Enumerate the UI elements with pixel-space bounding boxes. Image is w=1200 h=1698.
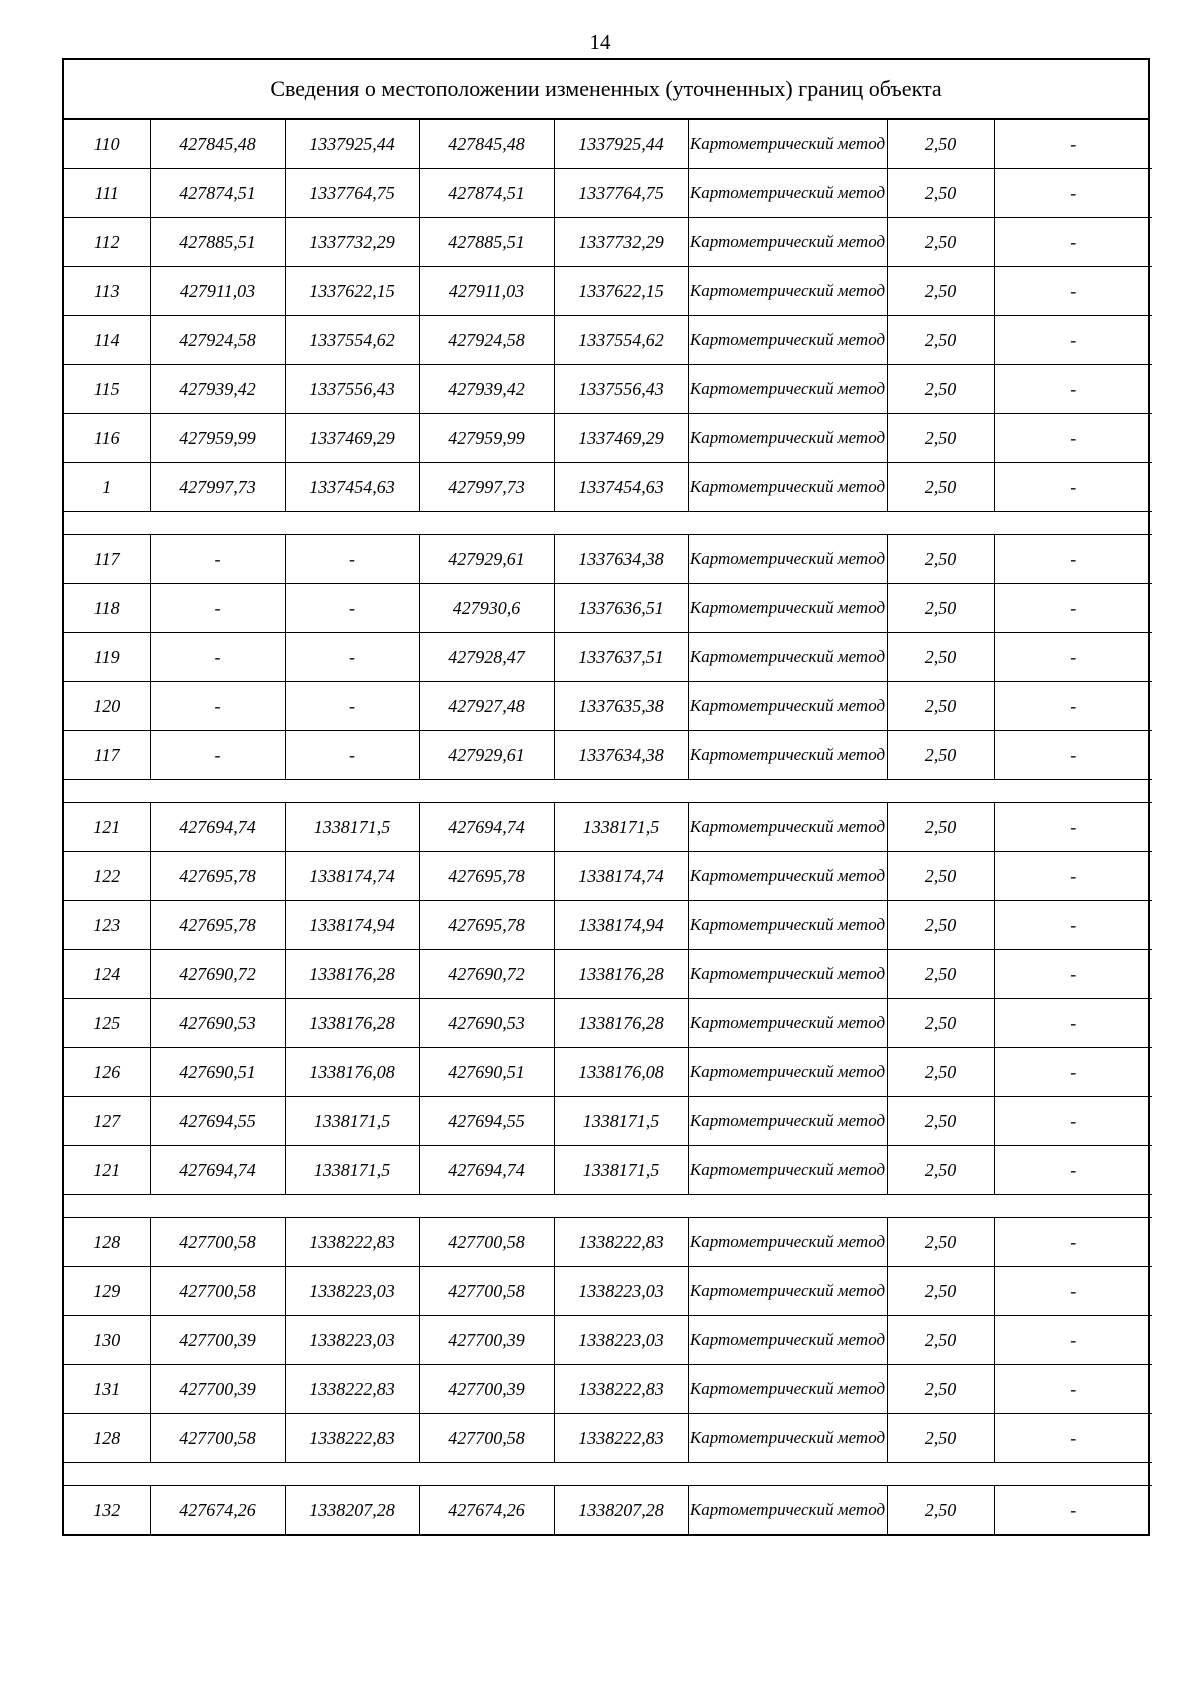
accuracy-cell: 2,50	[887, 633, 994, 682]
method-cell: Картометрический метод	[688, 218, 887, 267]
description-cell: -	[994, 950, 1152, 999]
refined-x-cell: 427674,26	[419, 1486, 554, 1535]
description-cell: -	[994, 267, 1152, 316]
existing-x-cell: 427694,74	[150, 1146, 285, 1195]
table-row	[64, 999, 1152, 1048]
accuracy-cell: 2,50	[887, 901, 994, 950]
refined-y-cell: 1337622,15	[554, 267, 688, 316]
table-row	[64, 803, 1152, 852]
refined-x-cell: 427929,61	[419, 731, 554, 780]
table-row	[64, 535, 1152, 584]
method-cell: Картометрический метод	[688, 1146, 887, 1195]
point-number-cell: 130	[64, 1316, 150, 1365]
refined-y-cell: 1337636,51	[554, 584, 688, 633]
existing-x-cell: 427695,78	[150, 852, 285, 901]
table-row	[64, 1486, 1152, 1535]
table-row	[64, 633, 1152, 682]
refined-y-cell: 1337732,29	[554, 218, 688, 267]
method-cell: Картометрический метод	[688, 535, 887, 584]
refined-y-cell: 1337637,51	[554, 633, 688, 682]
existing-x-cell: 427700,39	[150, 1316, 285, 1365]
table-title: Сведения о местоположении измененных (уточненных) границ объекта	[64, 60, 1148, 120]
accuracy-cell: 2,50	[887, 1048, 994, 1097]
refined-x-cell: 427959,99	[419, 414, 554, 463]
refined-x-cell: 427694,74	[419, 803, 554, 852]
description-cell: -	[994, 1218, 1152, 1267]
refined-y-cell: 1338174,94	[554, 901, 688, 950]
point-number-cell: 122	[64, 852, 150, 901]
description-cell: -	[994, 169, 1152, 218]
existing-x-cell: 427845,48	[150, 120, 285, 169]
refined-y-cell: 1337469,29	[554, 414, 688, 463]
refined-x-cell: 427695,78	[419, 901, 554, 950]
accuracy-cell: 2,50	[887, 1097, 994, 1146]
refined-x-cell: 427928,47	[419, 633, 554, 682]
existing-y-cell: -	[285, 584, 419, 633]
table-row	[64, 1097, 1152, 1146]
refined-y-cell: 1338222,83	[554, 1218, 688, 1267]
table-row	[64, 1146, 1152, 1195]
existing-x-cell: 427885,51	[150, 218, 285, 267]
accuracy-cell: 2,50	[887, 414, 994, 463]
existing-x-cell: 427694,74	[150, 803, 285, 852]
point-number-cell: 126	[64, 1048, 150, 1097]
existing-x-cell: 427690,53	[150, 999, 285, 1048]
method-cell: Картометрический метод	[688, 1218, 887, 1267]
point-number-cell: 121	[64, 1146, 150, 1195]
refined-y-cell: 1338223,03	[554, 1267, 688, 1316]
description-cell: -	[994, 365, 1152, 414]
accuracy-cell: 2,50	[887, 120, 994, 169]
point-number-cell: 117	[64, 535, 150, 584]
table-row	[64, 1316, 1152, 1365]
existing-y-cell: -	[285, 731, 419, 780]
point-number-cell: 132	[64, 1486, 150, 1535]
method-cell: Картометрический метод	[688, 120, 887, 169]
method-cell: Картометрический метод	[688, 584, 887, 633]
existing-x-cell: 427674,26	[150, 1486, 285, 1535]
accuracy-cell: 2,50	[887, 535, 994, 584]
accuracy-cell: 2,50	[887, 584, 994, 633]
accuracy-cell: 2,50	[887, 731, 994, 780]
point-number-cell: 112	[64, 218, 150, 267]
refined-y-cell: 1337764,75	[554, 169, 688, 218]
page-number: 14	[589, 30, 611, 54]
refined-x-cell: 427997,73	[419, 463, 554, 512]
table-row	[64, 901, 1152, 950]
description-cell: -	[994, 999, 1152, 1048]
refined-x-cell: 427927,48	[419, 682, 554, 731]
table-row	[64, 463, 1152, 512]
table-row	[64, 584, 1152, 633]
existing-y-cell: -	[285, 633, 419, 682]
existing-y-cell: 1338174,94	[285, 901, 419, 950]
description-cell: -	[994, 1267, 1152, 1316]
method-cell: Картометрический метод	[688, 999, 887, 1048]
description-cell: -	[994, 463, 1152, 512]
table-row	[64, 950, 1152, 999]
existing-y-cell: 1337469,29	[285, 414, 419, 463]
description-cell: -	[994, 1316, 1152, 1365]
description-cell: -	[994, 682, 1152, 731]
refined-y-cell: 1338171,5	[554, 1146, 688, 1195]
refined-y-cell: 1338222,83	[554, 1414, 688, 1463]
existing-x-cell: -	[150, 731, 285, 780]
contour-separator-row	[64, 780, 1152, 803]
contour-separator-row	[64, 1195, 1152, 1218]
existing-y-cell: -	[285, 535, 419, 584]
method-cell: Картометрический метод	[688, 169, 887, 218]
existing-y-cell: 1338222,83	[285, 1365, 419, 1414]
method-cell: Картометрический метод	[688, 1414, 887, 1463]
method-cell: Картометрический метод	[688, 365, 887, 414]
table-row	[64, 852, 1152, 901]
existing-y-cell: 1338222,83	[285, 1218, 419, 1267]
method-cell: Картометрический метод	[688, 1486, 887, 1535]
table-row	[64, 1267, 1152, 1316]
method-cell: Картометрический метод	[688, 901, 887, 950]
accuracy-cell: 2,50	[887, 463, 994, 512]
description-cell: -	[994, 803, 1152, 852]
refined-x-cell: 427700,39	[419, 1316, 554, 1365]
point-number-cell: 128	[64, 1218, 150, 1267]
point-number-cell: 115	[64, 365, 150, 414]
point-number-cell: 119	[64, 633, 150, 682]
refined-y-cell: 1338176,28	[554, 950, 688, 999]
accuracy-cell: 2,50	[887, 1414, 994, 1463]
method-cell: Картометрический метод	[688, 267, 887, 316]
existing-x-cell: 427700,58	[150, 1414, 285, 1463]
existing-y-cell: -	[285, 682, 419, 731]
boundary-points-table	[64, 120, 1152, 1534]
point-number-cell: 125	[64, 999, 150, 1048]
refined-y-cell: 1338223,03	[554, 1316, 688, 1365]
existing-x-cell: 427939,42	[150, 365, 285, 414]
point-number-cell: 131	[64, 1365, 150, 1414]
refined-x-cell: 427874,51	[419, 169, 554, 218]
accuracy-cell: 2,50	[887, 1267, 994, 1316]
existing-x-cell: -	[150, 584, 285, 633]
existing-y-cell: 1338223,03	[285, 1267, 419, 1316]
existing-x-cell: 427700,58	[150, 1267, 285, 1316]
point-number-cell: 117	[64, 731, 150, 780]
point-number-cell: 114	[64, 316, 150, 365]
boundary-table-sheet	[62, 58, 1150, 1536]
existing-y-cell: 1337732,29	[285, 218, 419, 267]
description-cell: -	[994, 633, 1152, 682]
refined-x-cell: 427924,58	[419, 316, 554, 365]
point-number-cell: 127	[64, 1097, 150, 1146]
table-row	[64, 120, 1152, 169]
refined-x-cell: 427939,42	[419, 365, 554, 414]
point-number-cell: 110	[64, 120, 150, 169]
existing-y-cell: 1337554,62	[285, 316, 419, 365]
refined-x-cell: 427700,58	[419, 1218, 554, 1267]
contour-separator-row	[64, 512, 1152, 535]
point-number-cell: 116	[64, 414, 150, 463]
refined-y-cell: 1338207,28	[554, 1486, 688, 1535]
existing-x-cell: 427924,58	[150, 316, 285, 365]
separator-cell	[64, 1463, 1152, 1486]
method-cell: Картометрический метод	[688, 803, 887, 852]
refined-x-cell: 427700,58	[419, 1414, 554, 1463]
refined-x-cell: 427695,78	[419, 852, 554, 901]
refined-y-cell: 1338174,74	[554, 852, 688, 901]
table-body	[64, 120, 1152, 1534]
point-number-cell: 124	[64, 950, 150, 999]
table-row	[64, 316, 1152, 365]
existing-y-cell: 1338171,5	[285, 1146, 419, 1195]
accuracy-cell: 2,50	[887, 1365, 994, 1414]
existing-x-cell: -	[150, 682, 285, 731]
method-cell: Картометрический метод	[688, 463, 887, 512]
method-cell: Картометрический метод	[688, 1097, 887, 1146]
accuracy-cell: 2,50	[887, 1218, 994, 1267]
table-row	[64, 414, 1152, 463]
existing-y-cell: 1338176,28	[285, 950, 419, 999]
refined-y-cell: 1338171,5	[554, 803, 688, 852]
table-row	[64, 218, 1152, 267]
refined-y-cell: 1338222,83	[554, 1365, 688, 1414]
existing-y-cell: 1338222,83	[285, 1414, 419, 1463]
point-number-cell: 1	[64, 463, 150, 512]
refined-x-cell: 427690,72	[419, 950, 554, 999]
method-cell: Картометрический метод	[688, 633, 887, 682]
existing-y-cell: 1338176,08	[285, 1048, 419, 1097]
refined-y-cell: 1337634,38	[554, 731, 688, 780]
method-cell: Картометрический метод	[688, 1048, 887, 1097]
existing-y-cell: 1338171,5	[285, 803, 419, 852]
accuracy-cell: 2,50	[887, 1146, 994, 1195]
refined-y-cell: 1337554,62	[554, 316, 688, 365]
refined-x-cell: 427700,58	[419, 1267, 554, 1316]
existing-y-cell: 1337764,75	[285, 169, 419, 218]
accuracy-cell: 2,50	[887, 267, 994, 316]
description-cell: -	[994, 535, 1152, 584]
refined-y-cell: 1337634,38	[554, 535, 688, 584]
point-number-cell: 113	[64, 267, 150, 316]
existing-x-cell: 427997,73	[150, 463, 285, 512]
existing-x-cell: 427695,78	[150, 901, 285, 950]
existing-y-cell: 1338176,28	[285, 999, 419, 1048]
refined-y-cell: 1338171,5	[554, 1097, 688, 1146]
description-cell: -	[994, 120, 1152, 169]
refined-y-cell: 1337454,63	[554, 463, 688, 512]
existing-y-cell: 1338174,74	[285, 852, 419, 901]
method-cell: Картометрический метод	[688, 1365, 887, 1414]
existing-x-cell: 427874,51	[150, 169, 285, 218]
existing-x-cell: -	[150, 535, 285, 584]
table-row	[64, 365, 1152, 414]
existing-y-cell: 1338207,28	[285, 1486, 419, 1535]
refined-y-cell: 1338176,28	[554, 999, 688, 1048]
refined-x-cell: 427885,51	[419, 218, 554, 267]
method-cell: Картометрический метод	[688, 1267, 887, 1316]
table-row	[64, 1414, 1152, 1463]
existing-x-cell: 427700,58	[150, 1218, 285, 1267]
accuracy-cell: 2,50	[887, 218, 994, 267]
point-number-cell: 128	[64, 1414, 150, 1463]
accuracy-cell: 2,50	[887, 316, 994, 365]
existing-x-cell: 427700,39	[150, 1365, 285, 1414]
refined-x-cell: 427690,51	[419, 1048, 554, 1097]
contour-separator-row	[64, 1463, 1152, 1486]
method-cell: Картометрический метод	[688, 1316, 887, 1365]
method-cell: Картометрический метод	[688, 950, 887, 999]
existing-y-cell: 1337454,63	[285, 463, 419, 512]
description-cell: -	[994, 731, 1152, 780]
accuracy-cell: 2,50	[887, 169, 994, 218]
point-number-cell: 121	[64, 803, 150, 852]
description-cell: -	[994, 901, 1152, 950]
existing-x-cell: 427911,03	[150, 267, 285, 316]
method-cell: Картометрический метод	[688, 316, 887, 365]
table-row	[64, 1365, 1152, 1414]
table-row	[64, 682, 1152, 731]
existing-x-cell: 427959,99	[150, 414, 285, 463]
table-row	[64, 731, 1152, 780]
accuracy-cell: 2,50	[887, 1486, 994, 1535]
accuracy-cell: 2,50	[887, 950, 994, 999]
accuracy-cell: 2,50	[887, 682, 994, 731]
point-number-cell: 111	[64, 169, 150, 218]
existing-y-cell: 1337622,15	[285, 267, 419, 316]
refined-y-cell: 1338176,08	[554, 1048, 688, 1097]
separator-cell	[64, 1195, 1152, 1218]
description-cell: -	[994, 1146, 1152, 1195]
method-cell: Картометрический метод	[688, 414, 887, 463]
description-cell: -	[994, 1365, 1152, 1414]
method-cell: Картометрический метод	[688, 852, 887, 901]
description-cell: -	[994, 584, 1152, 633]
description-cell: -	[994, 1048, 1152, 1097]
refined-x-cell: 427929,61	[419, 535, 554, 584]
refined-x-cell: 427700,39	[419, 1365, 554, 1414]
separator-cell	[64, 780, 1152, 803]
point-number-cell: 118	[64, 584, 150, 633]
refined-x-cell: 427911,03	[419, 267, 554, 316]
existing-x-cell: 427690,72	[150, 950, 285, 999]
table-row	[64, 267, 1152, 316]
description-cell: -	[994, 316, 1152, 365]
separator-cell	[64, 512, 1152, 535]
accuracy-cell: 2,50	[887, 365, 994, 414]
point-number-cell: 123	[64, 901, 150, 950]
method-cell: Картометрический метод	[688, 731, 887, 780]
table-row	[64, 1218, 1152, 1267]
method-cell: Картометрический метод	[688, 682, 887, 731]
existing-y-cell: 1338223,03	[285, 1316, 419, 1365]
refined-x-cell: 427694,74	[419, 1146, 554, 1195]
accuracy-cell: 2,50	[887, 803, 994, 852]
refined-x-cell: 427845,48	[419, 120, 554, 169]
point-number-cell: 129	[64, 1267, 150, 1316]
description-cell: -	[994, 218, 1152, 267]
accuracy-cell: 2,50	[887, 999, 994, 1048]
refined-x-cell: 427694,55	[419, 1097, 554, 1146]
description-cell: -	[994, 1097, 1152, 1146]
refined-y-cell: 1337556,43	[554, 365, 688, 414]
table-row	[64, 169, 1152, 218]
refined-x-cell: 427930,6	[419, 584, 554, 633]
table-row	[64, 1048, 1152, 1097]
existing-x-cell: -	[150, 633, 285, 682]
existing-y-cell: 1338171,5	[285, 1097, 419, 1146]
refined-y-cell: 1337925,44	[554, 120, 688, 169]
existing-y-cell: 1337556,43	[285, 365, 419, 414]
description-cell: -	[994, 1486, 1152, 1535]
accuracy-cell: 2,50	[887, 852, 994, 901]
accuracy-cell: 2,50	[887, 1316, 994, 1365]
refined-x-cell: 427690,53	[419, 999, 554, 1048]
description-cell: -	[994, 414, 1152, 463]
point-number-cell: 120	[64, 682, 150, 731]
refined-y-cell: 1337635,38	[554, 682, 688, 731]
description-cell: -	[994, 852, 1152, 901]
existing-x-cell: 427694,55	[150, 1097, 285, 1146]
existing-y-cell: 1337925,44	[285, 120, 419, 169]
existing-x-cell: 427690,51	[150, 1048, 285, 1097]
description-cell: -	[994, 1414, 1152, 1463]
